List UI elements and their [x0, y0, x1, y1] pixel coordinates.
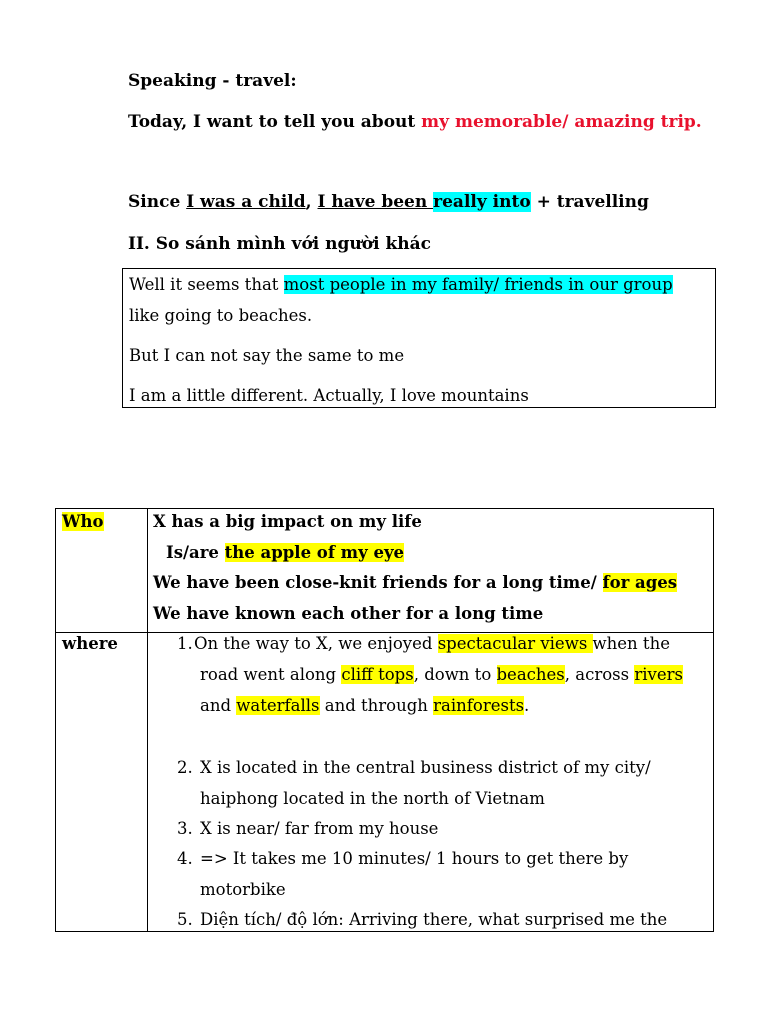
since-into-highlight: really into [433, 192, 531, 212]
item-4-line-1: => It takes me 10 minutes/ 1 hours to get there by [200, 849, 629, 868]
who-line-3-highlight: for ages [602, 573, 678, 592]
item-4-line-2: motorbike [200, 880, 286, 899]
comparison-box [122, 268, 716, 408]
item-5-line-1: Diện tích/ độ lớn: Arriving there, what surprised me the [200, 910, 668, 929]
who-line-3: We have been close-knit friends for a long time/ for ages [153, 573, 678, 592]
section-2-heading: II. So sánh mình với người khác [128, 234, 432, 254]
hl-rivers: rivers [634, 665, 683, 684]
item-1-line-3: and waterfalls and through rainforests. [200, 696, 530, 715]
item-5-number: 5. [177, 910, 193, 929]
who-line-2-highlight: the apple of my eye [224, 543, 405, 562]
item-1-line-1: On the way to X, we enjoyed spectacular views when the [194, 634, 670, 653]
hl-cliff-tops: cliff tops [341, 665, 414, 684]
box-line-1-prefix: Well it seems that [129, 275, 284, 294]
item-1-number: 1. [177, 634, 193, 653]
since-child: I was a child [186, 192, 306, 212]
row-who-label: Who [62, 512, 104, 531]
box-line-2: like going to beaches. [129, 306, 313, 325]
box-line-1-highlight: most people in my family/ friends in our group [283, 275, 673, 294]
doc-title: Speaking - travel: [128, 71, 297, 91]
item-3-line-1: X is near/ far from my house [200, 819, 439, 838]
item-3-number: 3. [177, 819, 193, 838]
topic-table [55, 508, 714, 932]
who-line-2: Is/are the apple of my eye [166, 543, 405, 562]
since-rest: + travelling [530, 192, 649, 212]
since-word: Since [128, 192, 187, 212]
since-comma: , [305, 192, 318, 212]
who-line-4: We have known each other for a long time [153, 604, 544, 623]
intro-line [128, 111, 702, 133]
since-been: I have been [317, 192, 434, 212]
column-divider [147, 509, 148, 931]
hl-spectacular-views: spectacular views [437, 634, 593, 653]
box-line-3: But I can not say the same to me [129, 346, 405, 365]
intro-prefix: Today, I want to tell you about [128, 112, 422, 132]
item-1-line-2: road went along cliff tops, down to beaches, across rivers [200, 665, 683, 684]
box-line-4: I am a little different. Actually, I love mountains [129, 386, 529, 405]
item-4-number: 4. [177, 849, 193, 868]
who-line-1: X has a big impact on my life [153, 512, 422, 531]
row-where-label: where [62, 634, 118, 653]
since-line [128, 191, 649, 213]
item-2-line-1: X is located in the central business district of my city/ [200, 758, 651, 777]
intro-highlight: my memorable/ amazing trip. [421, 112, 702, 132]
item-2-number: 2. [177, 758, 193, 777]
item-2-line-2: haiphong located in the north of Vietnam [200, 789, 545, 808]
box-line-1 [129, 274, 673, 296]
hl-waterfalls: waterfalls [236, 696, 320, 715]
hl-beaches: beaches [496, 665, 565, 684]
hl-rainforests: rainforests [433, 696, 525, 715]
